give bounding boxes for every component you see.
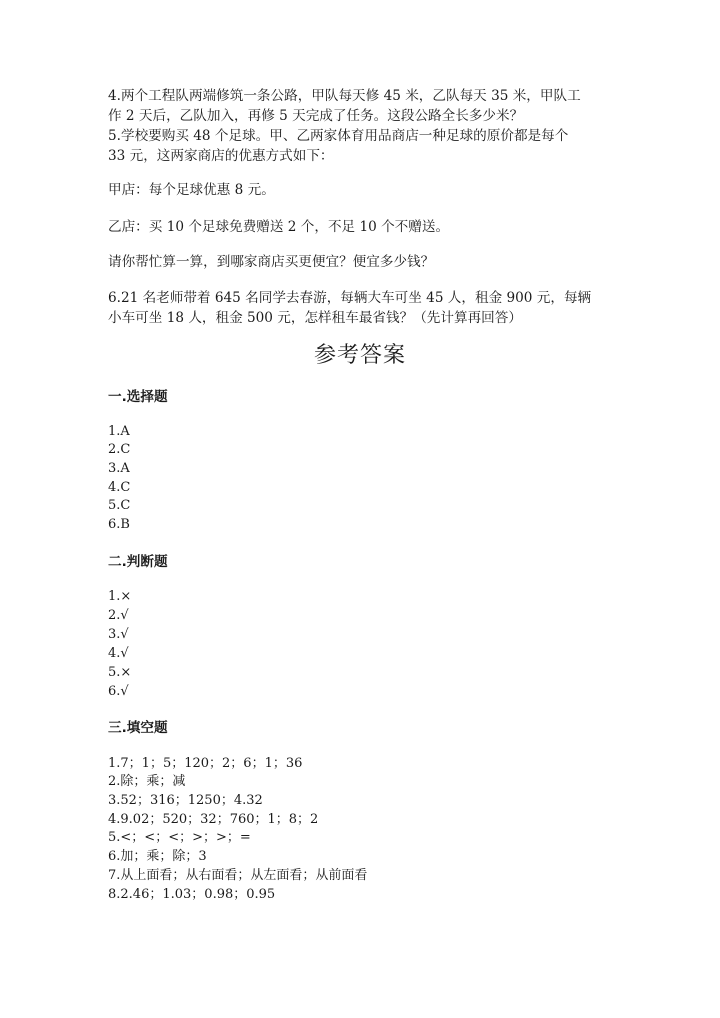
choice-answer-item: 6.B bbox=[108, 517, 130, 532]
section-heading-fill-blank: 三.填空题 bbox=[108, 720, 168, 736]
fill-blank-answer-item: 5.<；<；<；>；>；= bbox=[108, 830, 251, 845]
choice-answer-item: 5.C bbox=[108, 498, 131, 513]
question-5-line-2: 33 元，这两家商店的优惠方式如下： bbox=[108, 148, 334, 164]
judgement-answer-item: 2.√ bbox=[108, 608, 129, 623]
fill-blank-answer-item: 1.7；1；5；120；2；6；1；36 bbox=[108, 756, 303, 771]
fill-blank-answer-item: 2.除；乘；减 bbox=[108, 774, 186, 789]
judgement-answer-item: 1.× bbox=[108, 589, 132, 604]
judgement-answer-item: 3.√ bbox=[108, 627, 129, 642]
section-heading-judgement: 二.判断题 bbox=[108, 554, 168, 570]
question-6-line-1: 6.21 名老师带着 645 名同学去春游，每辆大车可坐 45 人，租金 900 元，每辆 bbox=[108, 290, 592, 306]
question-4-line-2: 作 2 天后，乙队加入，再修 5 天完成了任务。这段公路全长多少米？ bbox=[108, 108, 524, 124]
question-5-store-b: 乙店：买 10 个足球免费赠送 2 个，不足 10 个不赠送。 bbox=[108, 219, 450, 235]
choice-answer-item: 2.C bbox=[108, 442, 131, 457]
question-4-line-1: 4.两个工程队两端修筑一条公路，甲队每天修 45 米，乙队每天 35 米，甲队工 bbox=[108, 88, 581, 104]
question-5-store-a: 甲店：每个足球优惠 8 元。 bbox=[108, 182, 275, 198]
choice-answer-item: 3.A bbox=[108, 461, 130, 476]
question-5-ask: 请你帮忙算一算，到哪家商店买更便宜？便宜多少钱？ bbox=[108, 254, 435, 270]
fill-blank-answer-item: 8.2.46；1.03；0.98；0.95 bbox=[108, 887, 276, 902]
choice-answer-item: 4.C bbox=[108, 480, 131, 495]
judgement-answer-item: 5.× bbox=[108, 665, 132, 680]
fill-blank-answer-item: 3.52；316；1250；4.32 bbox=[108, 793, 263, 808]
section-heading-choice: 一.选择题 bbox=[108, 389, 168, 405]
choice-answer-item: 1.A bbox=[108, 424, 130, 439]
judgement-answer-item: 4.√ bbox=[108, 646, 129, 661]
judgement-answer-item: 6.√ bbox=[108, 684, 129, 699]
fill-blank-answer-item: 7.从上面看；从右面看；从左面看；从前面看 bbox=[108, 868, 368, 883]
question-5-line-1: 5.学校要购买 48 个足球。甲、乙两家体育用品商店一种足球的原价都是每个 bbox=[108, 128, 569, 144]
fill-blank-answer-item: 4.9.02；520；32；760；1；8；2 bbox=[108, 812, 319, 827]
fill-blank-answer-item: 6.加；乘；除；3 bbox=[108, 849, 207, 864]
answers-title: 参考答案 bbox=[313, 343, 406, 368]
question-6-line-2: 小车可坐 18 人，租金 500 元，怎样租车最省钱？（先计算再回答） bbox=[108, 310, 522, 326]
